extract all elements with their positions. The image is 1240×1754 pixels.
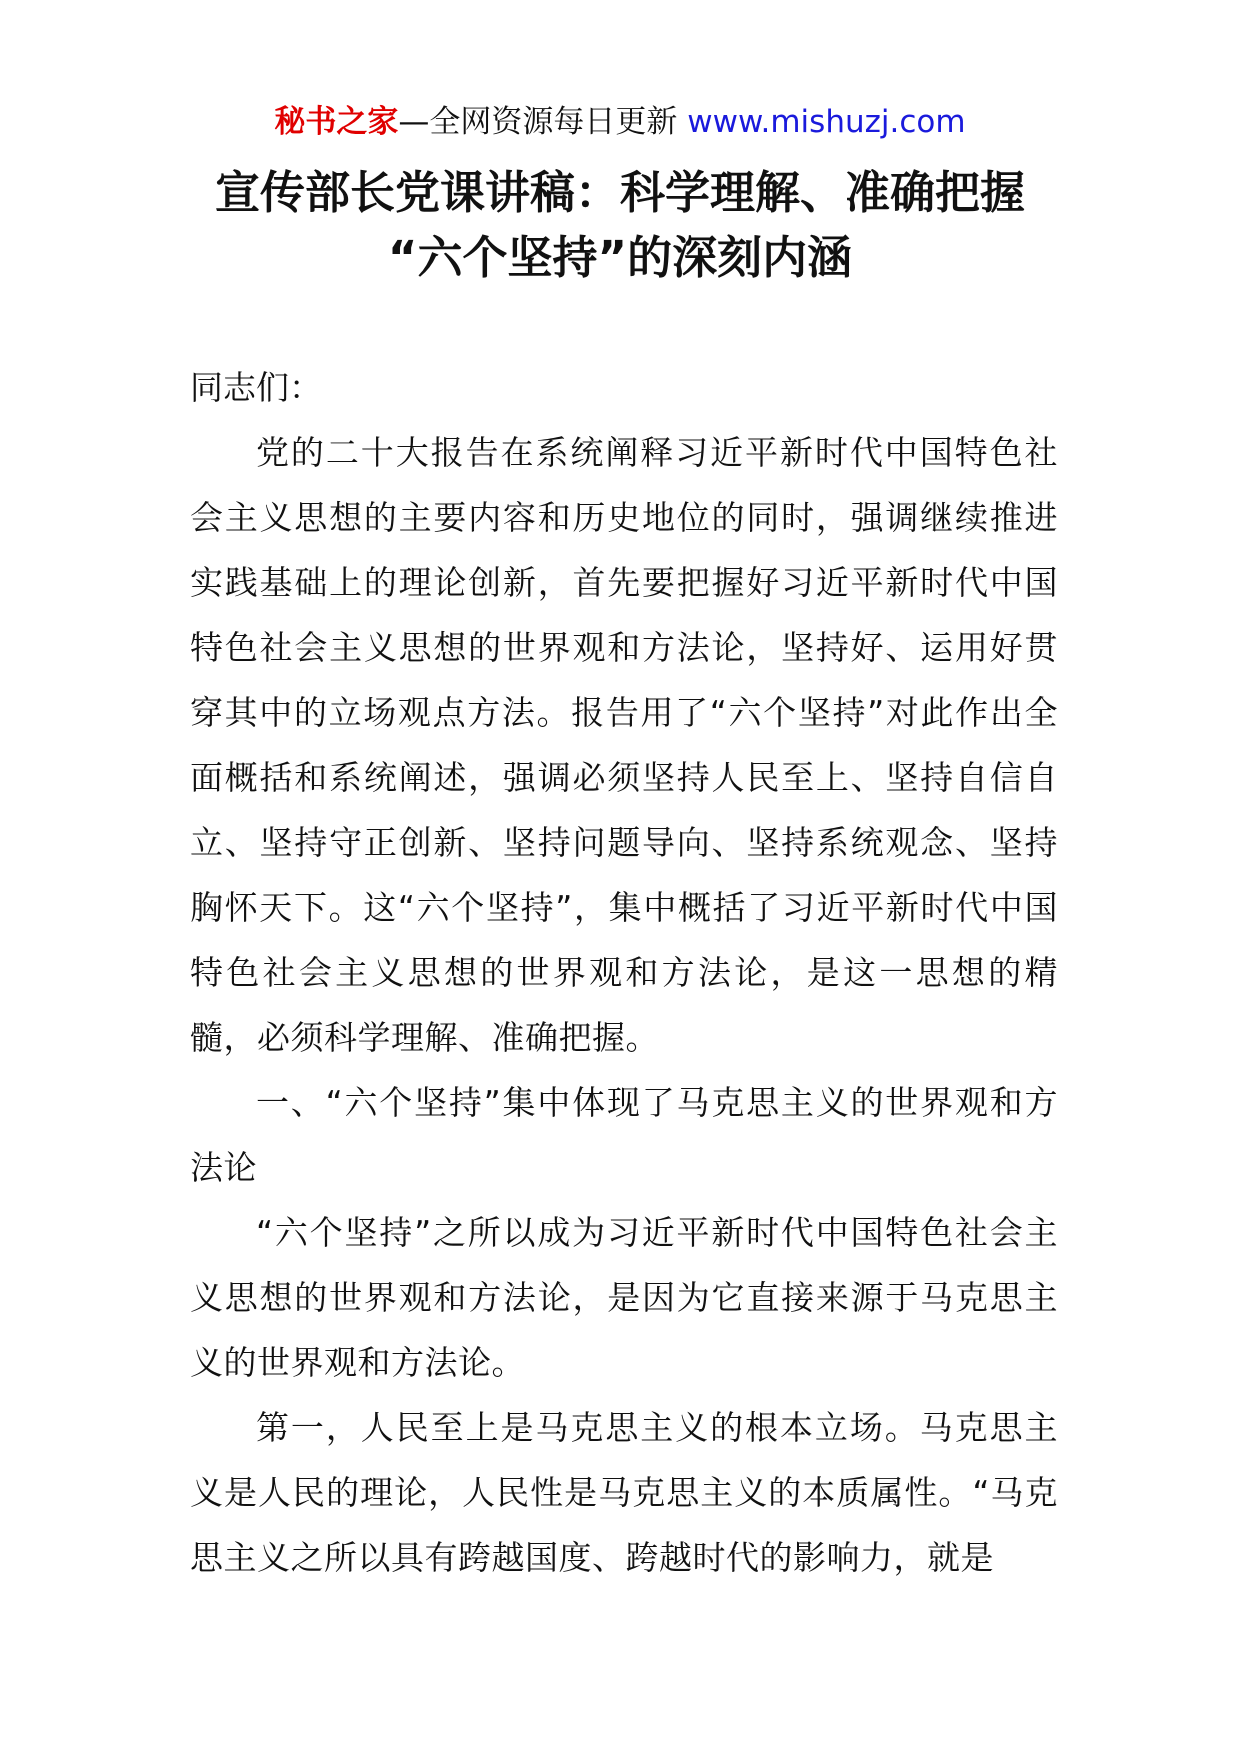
site-header bbox=[0, 100, 1240, 144]
paragraph: 党的二十大报告在系统阐释习近平新时代中国特色社会主义思想的主要内容和历史地位的同时，强调继续推进实践基础上的理论创新，首先要把握好习近平新时代中国特色社会主义思想的世界观和方法论，坚持好、运用好贯穿其中的立场观点方法。报告用了“六个坚持”对此作出全面概括和系统阐述，强调必须坚持人民至上、坚持自信自立、坚持守正创新、坚持问题导向、坚持系统观念、坚持胸怀天下。这“六个坚持”，集中概括了习近平新时代中国特色社会主义思想的世界观和方法论，是这一思想的精髓，必须科学理解、准确把握。 bbox=[190, 433, 1058, 1057]
title-line-1: 宣传部长党课讲稿：科学理解、准确把握 bbox=[214, 166, 1025, 219]
document-body bbox=[190, 355, 1058, 1590]
site-url[interactable]: www.mishuzj.com bbox=[687, 104, 966, 140]
section-heading: 一、“六个坚持”集中体现了马克思主义的世界观和方法论 bbox=[190, 1083, 1058, 1187]
site-tagline: —全网资源每日更新 bbox=[398, 104, 688, 140]
paragraph: “六个坚持”之所以成为习近平新时代中国特色社会主义思想的世界观和方法论，是因为它直接来源于马克思主义的世界观和方法论。 bbox=[190, 1213, 1058, 1382]
document-title bbox=[0, 160, 1240, 290]
paragraph: 第一，人民至上是马克思主义的根本立场。马克思主义是人民的理论，人民性是马克思主义的本质属性。“马克思主义之所以具有跨越国度、跨越时代的影响力，就是 bbox=[190, 1408, 1058, 1577]
brand-name: 秘书之家 bbox=[274, 104, 399, 140]
salutation: 同志们： bbox=[190, 368, 322, 407]
title-line-2: “六个坚持”的深刻内涵 bbox=[387, 231, 853, 284]
